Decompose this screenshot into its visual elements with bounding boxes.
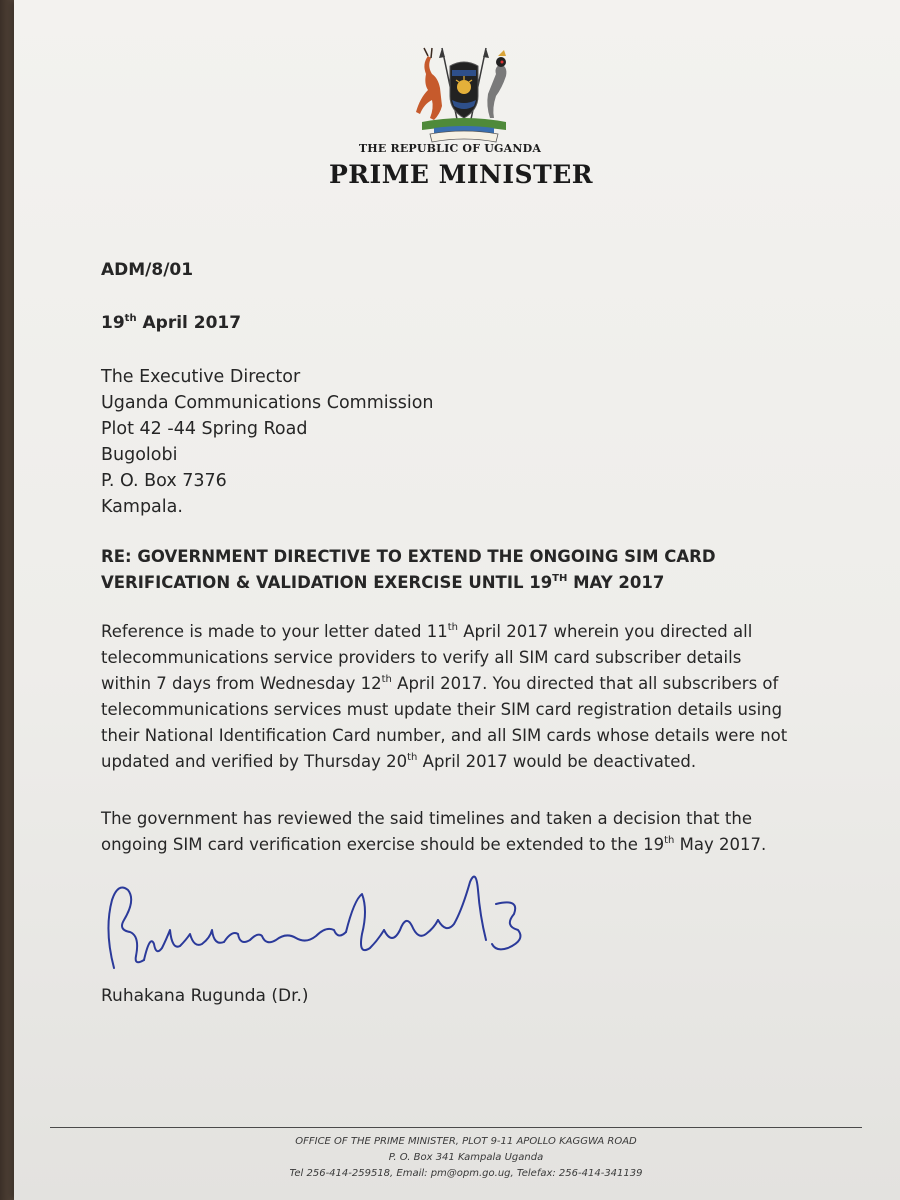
- footer-line: Tel 256-414-259518, Email: pm@opm.go.ug, Telefax: 256-414-341139: [289, 1168, 643, 1179]
- address-line: Kampala.: [101, 497, 183, 517]
- address-line: The Executive Director: [101, 367, 301, 387]
- subject-line-1: RE: GOVERNMENT DIRECTIVE TO EXTEND THE ONGOING SIM CARD: [101, 547, 716, 566]
- signatory-name: Ruhakana Rugunda (Dr.): [101, 986, 309, 1006]
- reference-number: ADM/8/01: [101, 260, 194, 280]
- text-run: April 2017. You directed that all subscribers of: [391, 674, 779, 693]
- text-run: May 2017.: [674, 835, 767, 854]
- subject-sup: TH: [552, 573, 568, 584]
- text-run: April 2017 would be deactivated.: [417, 752, 697, 771]
- paragraph-line: [101, 619, 821, 645]
- subject-line-2: [101, 570, 716, 596]
- subject-line: [101, 544, 716, 596]
- text-run: April 2017 wherein you directed all: [458, 622, 753, 641]
- text-run: updated and verified by Thursday 20: [101, 752, 408, 771]
- body-paragraph-2: [101, 806, 821, 858]
- paragraph-line: telecommunications service providers to verify all SIM card subscriber details: [101, 648, 742, 667]
- subject-text: VERIFICATION & VALIDATION EXERCISE UNTIL 19: [101, 573, 553, 592]
- ordinal-suffix: th: [664, 835, 675, 846]
- address-line: Bugolobi: [101, 445, 178, 465]
- recipient-address: [101, 364, 434, 520]
- text-run: ongoing SIM card verification exercise should be extended to the 19: [101, 835, 665, 854]
- address-line: P. O. Box 7376: [101, 471, 227, 491]
- date-day: 19: [101, 313, 125, 333]
- subject-text: MAY 2017: [567, 573, 665, 592]
- footer-line: OFFICE OF THE PRIME MINISTER, PLOT 9-11 APOLLO KAGGWA ROAD: [295, 1136, 637, 1147]
- paragraph-line: [101, 832, 821, 858]
- text-run: within 7 days from Wednesday 12: [101, 674, 382, 693]
- ordinal-suffix: th: [447, 622, 459, 633]
- ordinal-suffix: th: [407, 752, 418, 763]
- footer-line: P. O. Box 341 Kampala Uganda: [388, 1152, 544, 1163]
- paragraph-line: telecommunications services must update their SIM card registration details using: [101, 700, 783, 719]
- ordinal-suffix: th: [381, 674, 392, 685]
- paragraph-line: The government has reviewed the said timelines and taken a decision that the: [101, 809, 752, 828]
- address-line: Plot 42 -44 Spring Road: [101, 419, 308, 439]
- republic-heading: THE REPUBLIC OF UGANDA: [358, 142, 542, 155]
- body-paragraph-1: [101, 619, 821, 775]
- letter-date: [101, 313, 241, 333]
- address-line: Uganda Communications Commission: [101, 393, 434, 413]
- footer-address: [236, 1134, 696, 1182]
- text-run: Reference is made to your letter dated 11: [101, 622, 448, 641]
- date-rest: April 2017: [136, 313, 242, 333]
- office-heading: PRIME MINISTER: [328, 160, 594, 189]
- footer-divider: [50, 1127, 862, 1128]
- paragraph-line: [101, 671, 821, 697]
- paragraph-line: [101, 749, 821, 775]
- handwritten-signature: [100, 860, 530, 980]
- coat-of-arms-icon: [412, 44, 516, 144]
- paragraph-line: their National Identification Card number, and all SIM cards whose details were not: [101, 726, 788, 745]
- date-suffix: th: [124, 313, 137, 324]
